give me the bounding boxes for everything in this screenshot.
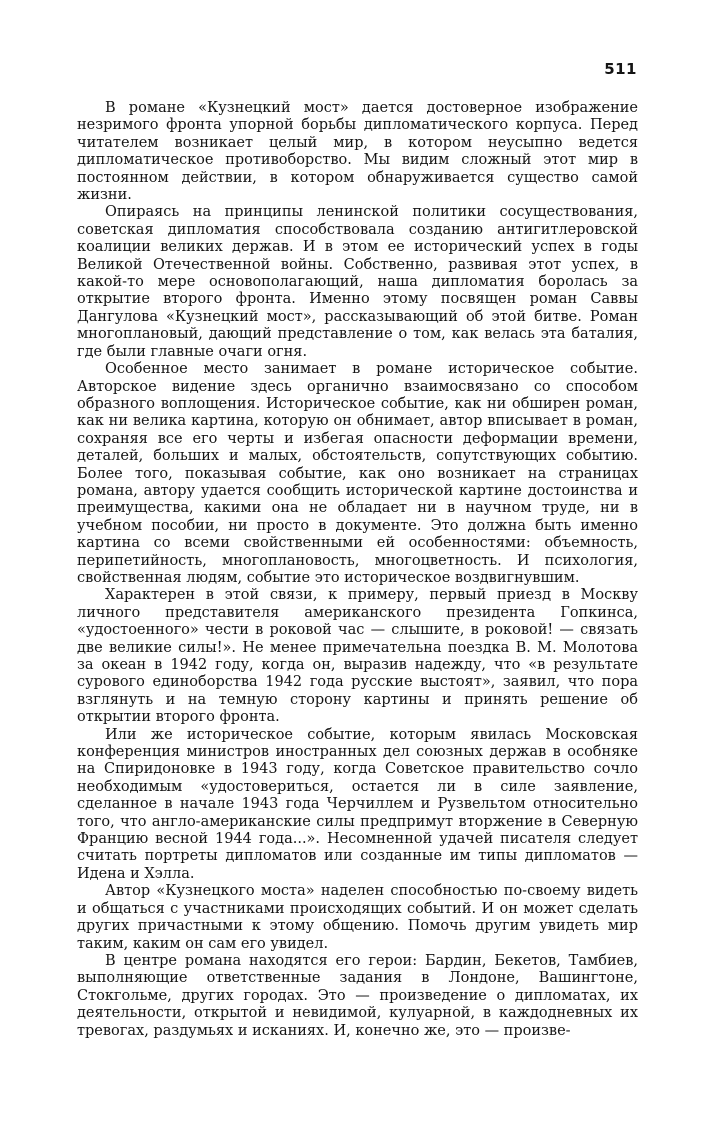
paragraph: В романе «Кузнецкий мост» дается достоверное изображение незримого фронта упорной борьбы дипломатического корпуса. Перед читателем возникает целый мир, в котором неусыпно ведется дипломатическое противоборство. Мы видим сложный этот мир в постоянном действии, в котором обнаруживается существо самой жизни. (77, 100, 638, 204)
body-text (77, 100, 638, 1040)
page-number: 511 (604, 60, 637, 78)
paragraph: Опираясь на принципы ленинской политики сосуществования, советская дипломатия способствовала созданию антигитлеровской коалиции великих держав. И в этом ее исторический успех в годы Великой Отечественной войны. Собственно, развивая этот успех, в какой-то мере основополагающий, наша дипломатия боролась за открытие второго фронта. Именно этому посвящен роман Саввы Дангулова «Кузнецкий мост», рассказывающий об этой битве. Роман многоплановый, дающий представление о том, как велась эта баталия, где были главные очаги огня. (77, 204, 638, 360)
paragraph: В центре романа находятся его герои: Бардин, Бекетов, Тамбиев, выполняющие ответственные задания в Лондоне, Вашингтоне, Стокгольме, других городах. Это — произведение о дипломатах, их деятельности, открытой и невидимой, кулуарной, в каждодневных их тревогах, раздумьях и исканиях. И, конечно же, это — произве- (77, 952, 638, 1039)
paragraph: Автор «Кузнецкого моста» наделен способностью по-своему видеть и общаться с участниками происходящих событий. И он может сделать других причастными к этому общению. Помочь другим увидеть мир таким, каким он сам его увидел. (77, 883, 638, 952)
paragraph: Особенное место занимает в романе историческое событие. Авторское видение здесь органично взаимосвязано со способом образного воплощения. Историческое событие, как ни обширен роман, как ни велика картина, которую он обнимает, автор вписывает в роман, сохраняя все его черты и избегая опасности деформации времени, деталей, больших и малых, обстоятельств, сопутствующих событию. Более того, показывая событие, как оно возникает на страницах романа, автору удается сообщить исторической картине достоинства и преимущества, какими она не обладает ни в научном труде, ни в учебном пособии, ни просто в документе. Это должна быть именно картина со всеми свойственными ей особенностями: объемность, перипетийность, многоплановость, многоцветность. И психология, свойственная людям, событие это историческое воздвигнувшим. (77, 361, 638, 586)
paragraph: Или же историческое событие, которым явилась Московская конференция министров иностранных дел союзных держав в особняке на Спиридоновке в 1943 году, когда Советское правительство сочло необходимым «удостовериться, остается ли в силе заявление, сделанное в начале 1943 года Черчиллем и Рузвельтом относительно того, что англо-американские силы предпримут вторжение в Северную Францию весной 1944 года...». Несомненной удачей писателя следует считать портреты дипломатов или созданные им типы дипломатов — Идена и Хэлла. (77, 726, 638, 882)
paragraph: Характерен в этой связи, к примеру, первый приезд в Москву личного представителя американского президента Гопкинса, «удостоенного» чести в роковой час — слышите, в роковой! — связать две великие силы!». Не менее примечательна поездка В. М. Молотова за океан в 1942 году, когда он, выразив надежду, что «в результате сурового единоборства 1942 года русские выстоят», заявил, что пора взглянуть и на темную сторону картины и принять решение об открытии второго фронта. (77, 587, 638, 726)
